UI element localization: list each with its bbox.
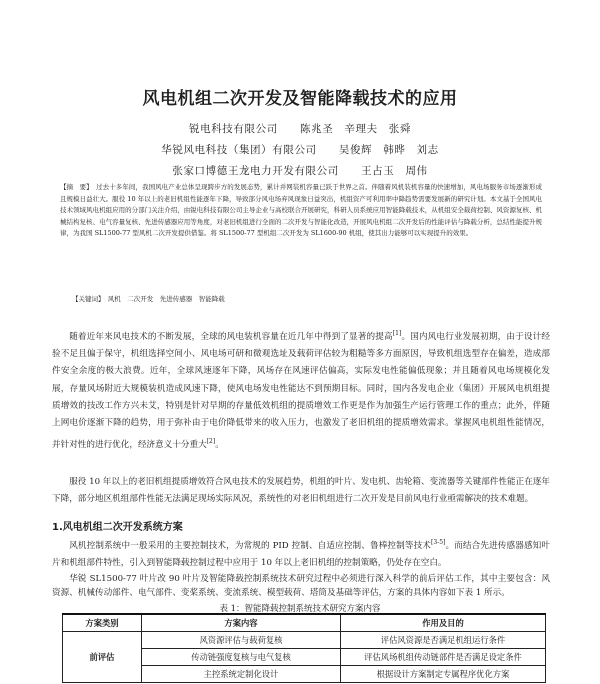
- table-caption: 表 1：智能降载控制系统技术研究方案内容: [219, 604, 381, 614]
- section1-text-b: 。而结合先进传感器感知叶片和机组部件特性，引入到智能降载控制过程中应用于 10 年以上老旧机组的控制策略，仍处存在空白。: [52, 540, 550, 569]
- author-line-2: 华锐风电科技（集团）有限公司 吴俊辉 韩晔 刘志: [161, 144, 439, 156]
- citation-2: [2]: [206, 437, 216, 445]
- intro-text-c: 。: [215, 439, 224, 450]
- section-heading-1: 1.风电机组二次开发系统方案: [52, 522, 183, 533]
- intro-paragraph-1: [52, 325, 550, 454]
- table-header-category: 方案类别: [63, 614, 142, 632]
- section1-paragraph-1: [52, 534, 550, 572]
- table-cell-purpose: 评估风资源是否满足机组运行条件: [341, 632, 546, 649]
- table-row: [63, 632, 546, 649]
- plan-table: [62, 613, 546, 683]
- table-cell-purpose: 评估风场机组传动链部件是否满足设定条件: [341, 649, 546, 666]
- author-line-3: 张家口博德王龙电力开发有限公司 王占玉 周伟: [172, 165, 428, 177]
- table-header-row: [63, 614, 546, 632]
- table-group-cell: 前评估: [63, 632, 142, 683]
- table-cell-content: 风资源评估与载荷复核: [142, 632, 341, 649]
- table-header-purpose: 作用及目的: [341, 614, 546, 632]
- intro-text-b: 。国内风电行业发展初期，由于设计经验不足且偏于保守，机组选择空间小、风电场可研和微观选址及载荷评估较为粗糙等多方面原因，导致机组选型存在偏差，造成部件安全余度的极大浪费。近年，全球风速逐年下降，风场存在风速评估偏高，实际发电性能偏低现象；并且随着风电场规模化发展，存量风场附近大规模装机造成风速下降，使风电场发电性能达不到预期目标。同时，国内各发电企业（集团）开展风电机组提质增效的技改工作方兴未艾，特别是针对早期的存量低效机组的提质增效工作更是作为加强生产运行管理工作的重点；此外，伴随上网电价逐渐下降的趋势，用于弥补由于电价降低带来的收入压力，也激发了老旧机组的提质增效需求。掌握风电机组性能情况，并针对性的进行优化，经济意义十分重大: [52, 331, 550, 450]
- table-header-content: 方案内容: [142, 614, 341, 632]
- table-cell-content: 传动链强度复核与电气复核: [142, 649, 341, 666]
- author-line-1: 锐电科技有限公司 陈兆圣 辛理夫 张舜: [189, 123, 411, 135]
- keywords: 【关键词】 风机 二次开发 先进传感器 智能降载: [72, 295, 225, 303]
- intro-paragraph-2: 服役 10 年以上的老旧机组提质增效符合风电技术的发展趋势，机组的叶片、发电机、齿轮箱、变流器等关键部件性能正在逐年下降，部分地区机组部件性能无法满足现场实际风况，系统性的对老旧机组进行二次开发是目前风电行业亟需解决的技术难题。: [52, 477, 550, 505]
- citation-1: [1]: [392, 330, 402, 337]
- section1-text-a: 风机控制系统中一般采用的主要控制技术，为常规的 PID 控制、自适应控制、鲁棒控制等技术: [69, 540, 432, 551]
- abstract: 【摘 要】 过去十多年间，我国风电产业总体呈现跨步方的发展态势，累计并网装机容量已跃于世界之首。伴随着风机装机容量的快速增加，风电场服务市场逐渐形成且规模日益壮大。服役 10 年以上的老旧机组性能逐年下降，导致部分风电场弃风现象日益突出，机组资产可利用率中降趋势需要发展新的研究计划。本文基于全国风电技术领域风电机组应用的分部门关注介绍，由锐电科技有限公司主导企业与高校联合开展研究，科研人员系统应用智能降载技术，从机组安全载荷控制、风资源复核、机械结构复核、电气容量复核、先进传感器应用等角度，对老旧机组进行全面的二次开发与智能化改造，开展风电机组二次开发后的性能评估与降载分析，总结性能提升规律，为我国 SL1500-77 型风机二次开发提供借鉴。将 SL1500-77 型机组二次开发为 SL1600-90 机组，使其出力能够可以实现提升的效果。: [60, 183, 542, 238]
- intro-text-a: 随着近年来风电技术的不断发展，全球的风电装机容量在近几年中得到了显著的提高: [69, 331, 393, 342]
- citation-3: [3-5]: [431, 539, 446, 546]
- section1-paragraph-2: 华锐 SL1500-77 叶片改 90 叶片及智能降载控制系统技术研究过程中必须进行深入科学的前后评估工作，其中主要包含：风资源、机械传动部件、电气部件、变桨系统、变流系统、模型载荷、塔筒及基础等评估，方案的具体内容如下表 1 所示。: [52, 574, 550, 598]
- table-cell-content: 主控系统定制化设计: [142, 666, 341, 683]
- paper-title: 风电机组二次开发及智能降载技术的应用: [142, 89, 458, 109]
- table-container: [62, 613, 546, 683]
- table-cell-purpose: 根据设计方案制定专属程序优化方案: [341, 666, 546, 683]
